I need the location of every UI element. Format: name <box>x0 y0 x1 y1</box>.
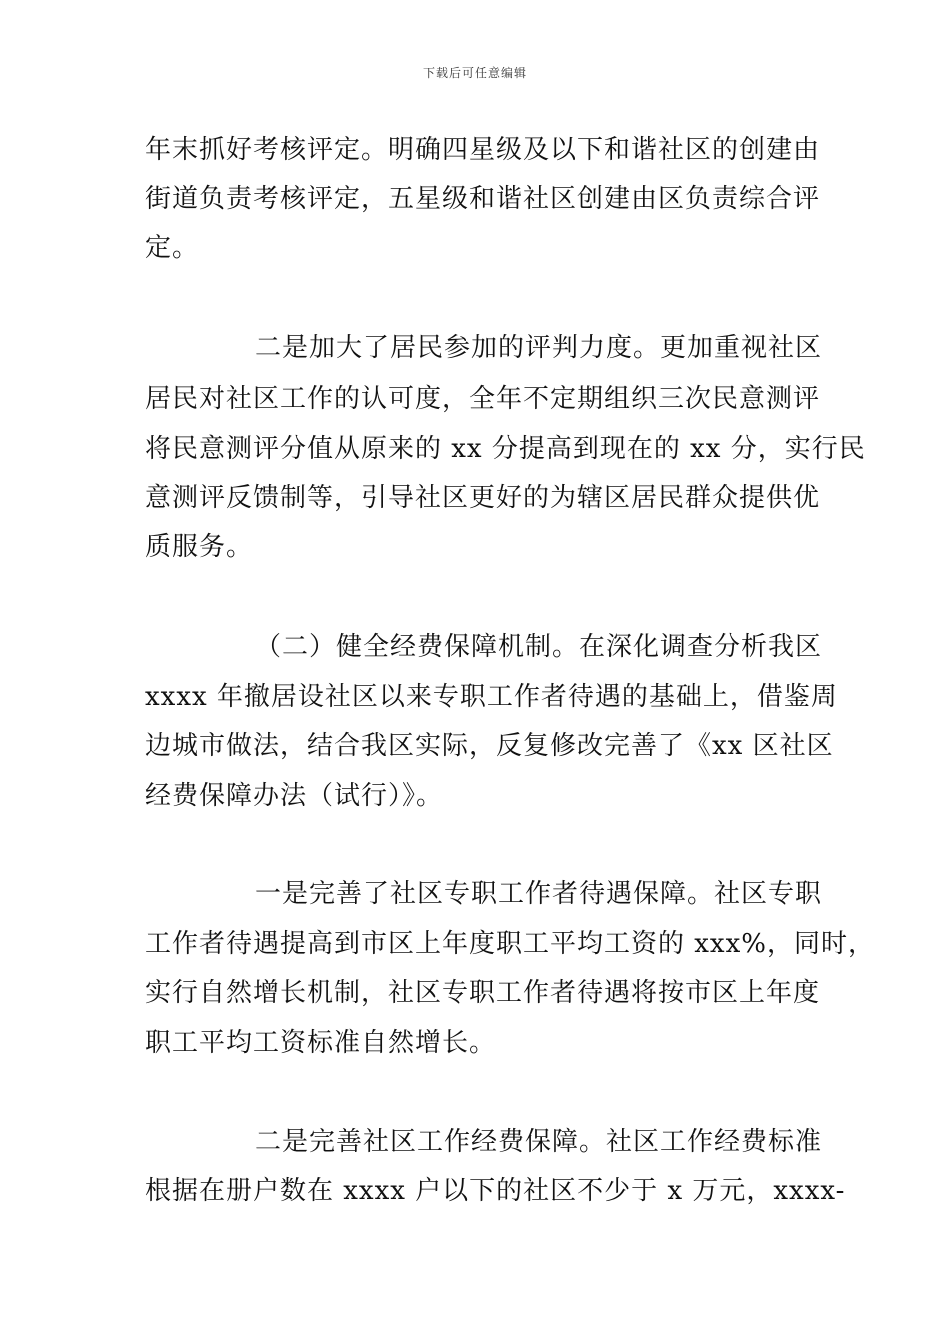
text-line: 职工平均工资标准自然增长。 <box>145 1028 497 1058</box>
text-line: 街道负责考核评定，五星级和谐社区创建由区负责综合评 <box>145 184 821 214</box>
text-line: 经费保障办法（试行）》。 <box>145 781 444 811</box>
text-line: 二是加大了居民参加的评判力度。更加重视社区 <box>255 333 823 363</box>
text-line: 一是完善了社区专职工作者待遇保障。社区专职 <box>255 879 823 909</box>
text-line: 将民意测评分值从原来的 xx 分提高到现在的 xx 分，实行民 <box>145 434 866 464</box>
text-line: 根据在册户数在 xxxx 户以下的社区不少于 x 万元，xxxx- <box>145 1176 846 1206</box>
text-line: 质服务。 <box>145 532 254 562</box>
text-line: （二）健全经费保障机制。在深化调查分析我区 <box>255 632 823 662</box>
text-line: 工作者待遇提高到市区上年度职工平均工资的 xxx%，同时， <box>145 929 875 959</box>
text-line: 二是完善社区工作经费保障。社区工作经费标准 <box>255 1127 823 1157</box>
page-header: 下载后可任意编辑 <box>422 66 527 80</box>
text-line: 边城市做法，结合我区实际，反复修改完善了《xx 区社区 <box>145 731 834 761</box>
text-line: xxxx 年撤居设社区以来专职工作者待遇的基础上，借鉴周 <box>145 682 838 712</box>
text-line: 实行自然增长机制，社区专职工作者待遇将按市区上年度 <box>145 978 821 1008</box>
text-line: 定。 <box>145 233 200 263</box>
text-line: 意测评反馈制等，引导社区更好的为辖区居民群众提供优 <box>145 483 821 513</box>
text-line: 居民对社区工作的认可度，全年不定期组织三次民意测评 <box>145 384 821 414</box>
text-line: 年末抓好考核评定。明确四星级及以下和谐社区的创建由 <box>145 135 821 165</box>
